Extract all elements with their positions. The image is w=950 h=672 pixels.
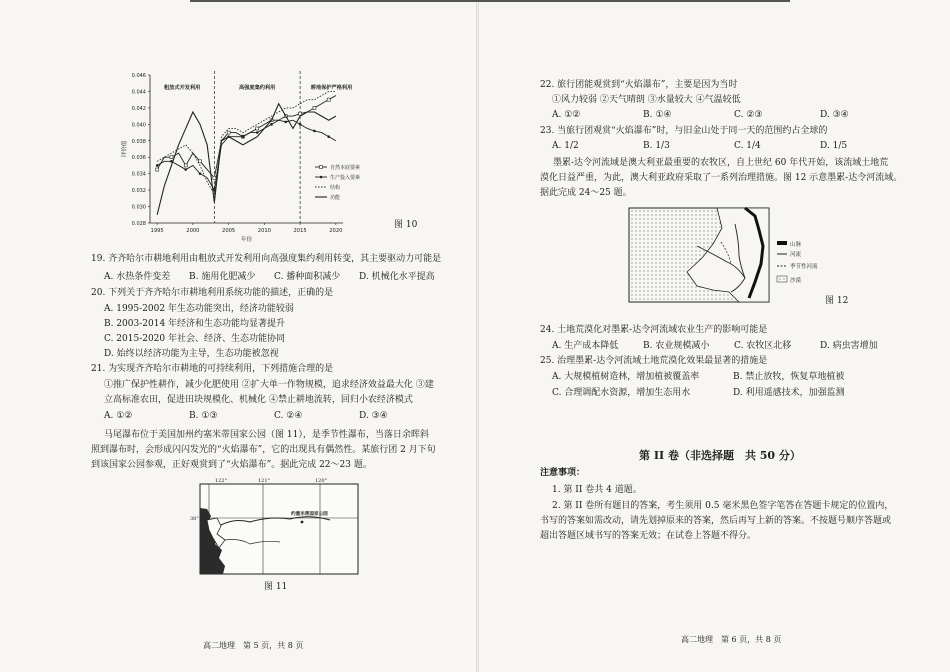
figure-11-lon-2: 121°: [258, 478, 271, 484]
q20-option-c: C. 2015-2020 年社会、经济、生态功能协同: [104, 334, 285, 344]
q22-stem: 22. 旅行团能观赏到“火焰瀑布”，主要是因为当时: [540, 80, 738, 90]
stage-label: 高强度集约利用: [239, 85, 276, 91]
q20-stem: 20. 下列关于齐齐哈尔市耕地利用系统功能的描述，正确的是: [91, 288, 334, 298]
data-point: [170, 156, 173, 159]
figure-12-map: [627, 206, 827, 306]
y-tick-label: 0.032: [131, 188, 146, 195]
notice-line2: 2. 第 II 卷所有题目的答案，考生须用 0.5 毫米黑色签字笔答在答题卡规定的位置内，: [552, 501, 894, 511]
section-2-title: 第 II 卷（非选择题 共 50 分）: [639, 449, 801, 462]
figure-11-lon-3: 120°: [315, 478, 328, 484]
y-tick-label: 0.038: [131, 138, 146, 145]
legend-label: 自然本底要素: [330, 165, 361, 171]
scan-edge: [190, 0, 790, 2]
data-point: [327, 98, 330, 101]
passage-24-25-line2: 漠化日益严重，为此，澳大利亚政府采取了一系列治理措施。图 12 示意墨累-达令河流域。: [540, 173, 903, 183]
y-tick-label: 0.028: [131, 221, 146, 227]
figure-11-label: 图 11: [264, 582, 288, 592]
data-point: [227, 131, 230, 134]
q20-option-a: A. 1995-2002 年生态功能突出，经济功能较弱: [104, 304, 294, 314]
q22-option-b: B. ①④: [643, 110, 672, 120]
y-axis-title: 评价值: [122, 140, 128, 158]
passage-24-25-line3: 据此完成 24～25 题。: [540, 188, 632, 198]
figure-10-chart: [105, 65, 425, 250]
legend-mountain-swatch: [777, 241, 787, 245]
data-point: [313, 106, 316, 109]
data-point: [270, 123, 273, 126]
q19-option-b: B. 施用化肥减少: [189, 272, 256, 282]
y-tick-label: 0.044: [131, 89, 146, 96]
q23-stem: 23. 当旅行团观赏“火焰瀑布”时，与旧金山处于同一天的范围约占全球的: [540, 126, 828, 136]
q19-stem: 19. 齐齐哈尔市耕地利用由粗放式开发利用向高强度集约利用转变，其主要驱动力可能是: [91, 254, 442, 264]
data-point: [156, 164, 159, 167]
q25-option-c: C. 合理调配水资源，增加生态用水: [552, 388, 691, 398]
x-tick-label: 2005: [222, 228, 236, 234]
legend-desert-swatch: [777, 276, 787, 282]
x-tick-label: 1995: [150, 228, 164, 234]
q19-option-a: A. 水热条件变差: [104, 272, 171, 282]
q25-option-d: D. 利用遥感技术，加强监测: [733, 388, 845, 398]
data-point: [156, 168, 159, 171]
x-tick-label: 2000: [186, 228, 200, 234]
data-point: [199, 172, 202, 175]
q24-option-b: B. 农业规模减小: [643, 341, 710, 351]
x-tick-label: 2020: [329, 228, 343, 234]
data-point: [299, 123, 302, 126]
notice-title: 注意事项：: [540, 468, 586, 478]
figure-11-park-label: 约塞米蒂国家公园: [291, 512, 328, 517]
q21-stem: 21. 为实现齐齐哈尔市耕地的可持续利用，下列措施合理的是: [91, 364, 334, 374]
notice-line1: 1. 第 II 卷共 4 道题。: [552, 485, 642, 495]
y-tick-label: 0.040: [131, 122, 146, 129]
x-axis-title: 年份: [240, 237, 253, 243]
y-tick-label: 0.036: [131, 155, 146, 162]
q19-option-c: C. 播种面积减少: [274, 272, 341, 282]
q22-option-c: C. ②③: [734, 110, 763, 120]
legend-label: 结构: [330, 185, 341, 191]
figure-12-label: 图 12: [825, 296, 849, 306]
q23-option-b: B. 1/3: [643, 141, 670, 151]
legend-marker: [320, 166, 323, 169]
q25-option-a: A. 大规模植树造林，增加植被覆盖率: [552, 372, 700, 382]
y-tick-label: 0.034: [131, 171, 146, 178]
y-tick-label: 0.030: [131, 204, 146, 211]
legend-label: 生产投入要素: [330, 175, 361, 181]
q23-option-a: A. 1/2: [552, 141, 579, 151]
q21-option-b: B. ①③: [189, 411, 218, 421]
figure-11-lon-1: 122°: [215, 478, 228, 484]
data-point: [327, 135, 330, 138]
passage-22-23-line2: 照到瀑布时，会形成闪闪发光的“火焰瀑布”，它的出现具有偶然性。某旅行团 2 月下旬: [91, 445, 436, 455]
data-point: [256, 131, 259, 134]
page-6-footer: 高二地理 第 6 页，共 8 页: [681, 635, 782, 644]
y-tick-label: 0.042: [131, 105, 146, 112]
passage-22-23-line1: 马尾瀑布位于美国加州约塞米蒂国家公园（图 11），是季节性瀑布，当落日余晖斜: [104, 430, 429, 440]
page-fold: [476, 0, 479, 672]
q24-stem: 24. 土地荒漠化对墨累-达令河流域农业生产的影响可能是: [540, 325, 768, 335]
q21-option-c: C. ②④: [274, 411, 303, 421]
q23-option-c: C. 1/4: [734, 141, 761, 151]
stage-label: 耕地保护严格利用: [310, 85, 353, 91]
figure-11-lat: 38°: [190, 516, 199, 522]
q19-option-d: D. 机械化水平提高: [359, 272, 435, 282]
data-point: [184, 164, 187, 167]
q24-option-c: C. 农牧区北移: [734, 341, 792, 351]
q22-items: ①风力较弱 ②天气晴朗 ③水量较大 ④气温较低: [552, 95, 741, 105]
legend-desert: 沙漠: [790, 278, 802, 284]
figure-10-label: 图 10: [394, 220, 418, 230]
q23-option-d: D. 1/5: [820, 141, 848, 151]
passage-22-23-line3: 到该国家公园参观，正好观赏到了“火焰瀑布”。据此完成 22～23 题。: [91, 460, 372, 470]
legend-seasonal-river: 季节性河流: [790, 264, 818, 270]
legend-river: 河流: [790, 252, 802, 258]
q24-option-a: A. 生产成本降低: [552, 341, 619, 351]
data-point: [213, 176, 216, 179]
legend-marker: [320, 176, 323, 179]
q21-items-line1: ①推广保护性耕作，减少化肥使用 ②扩大单一作物规模，追求经济效益最大化 ③建: [104, 380, 434, 390]
q20-option-d: D. 始终以经济功能为主导，生态功能被忽视: [104, 349, 279, 359]
q22-option-d: D. ③④: [820, 110, 849, 120]
y-tick-label: 0.046: [131, 73, 146, 79]
q24-option-d: D. 病虫害增加: [820, 341, 878, 351]
page-5-footer: 高二地理 第 5 页，共 8 页: [203, 641, 304, 650]
x-tick-label: 2015: [293, 228, 307, 234]
q25-stem: 25. 治理墨累-达令河流域土地荒漠化效果最显著的措施是: [540, 356, 768, 366]
data-point: [199, 160, 202, 163]
x-tick-label: 2010: [257, 228, 271, 234]
q25-option-b: B. 禁止放牧，恢复草地植被: [733, 372, 845, 382]
data-point: [299, 112, 302, 115]
data-point: [256, 127, 259, 130]
legend-mountain: 山脉: [790, 242, 802, 248]
q21-items-line2: 立高标准农田，促进田块规模化、机械化 ④禁止耕地流转，回归小农经济模式: [104, 395, 413, 405]
data-point: [242, 135, 245, 138]
stage-label: 粗放式开发利用: [164, 85, 201, 91]
figure-11-map: [190, 478, 365, 578]
notice-line3: 书写的答案如需改动，请先划掉原来的答案，然后再写上新的答案。不按题号顺序答题或: [540, 516, 892, 526]
series-line-1: [157, 120, 336, 190]
notice-line4: 超出答题区域书写的答案无效；在试卷上答题不得分。: [540, 531, 757, 541]
passage-24-25-line1: 墨累-达令河流域是澳大利亚最重要的农牧区，自上世纪 60 年代开始，该流域土地荒: [553, 158, 889, 168]
q22-option-a: A. ①②: [552, 110, 581, 120]
data-point: [285, 121, 288, 124]
series-line-3: [157, 104, 336, 215]
q21-option-a: A. ①②: [104, 411, 133, 421]
data-point: [184, 168, 187, 171]
legend-label: 功能: [330, 195, 341, 201]
q20-option-b: B. 2003-2014 年经济和生态功能均显著提升: [104, 319, 286, 329]
q21-option-d: D. ③④: [359, 411, 388, 421]
data-point: [313, 130, 316, 133]
